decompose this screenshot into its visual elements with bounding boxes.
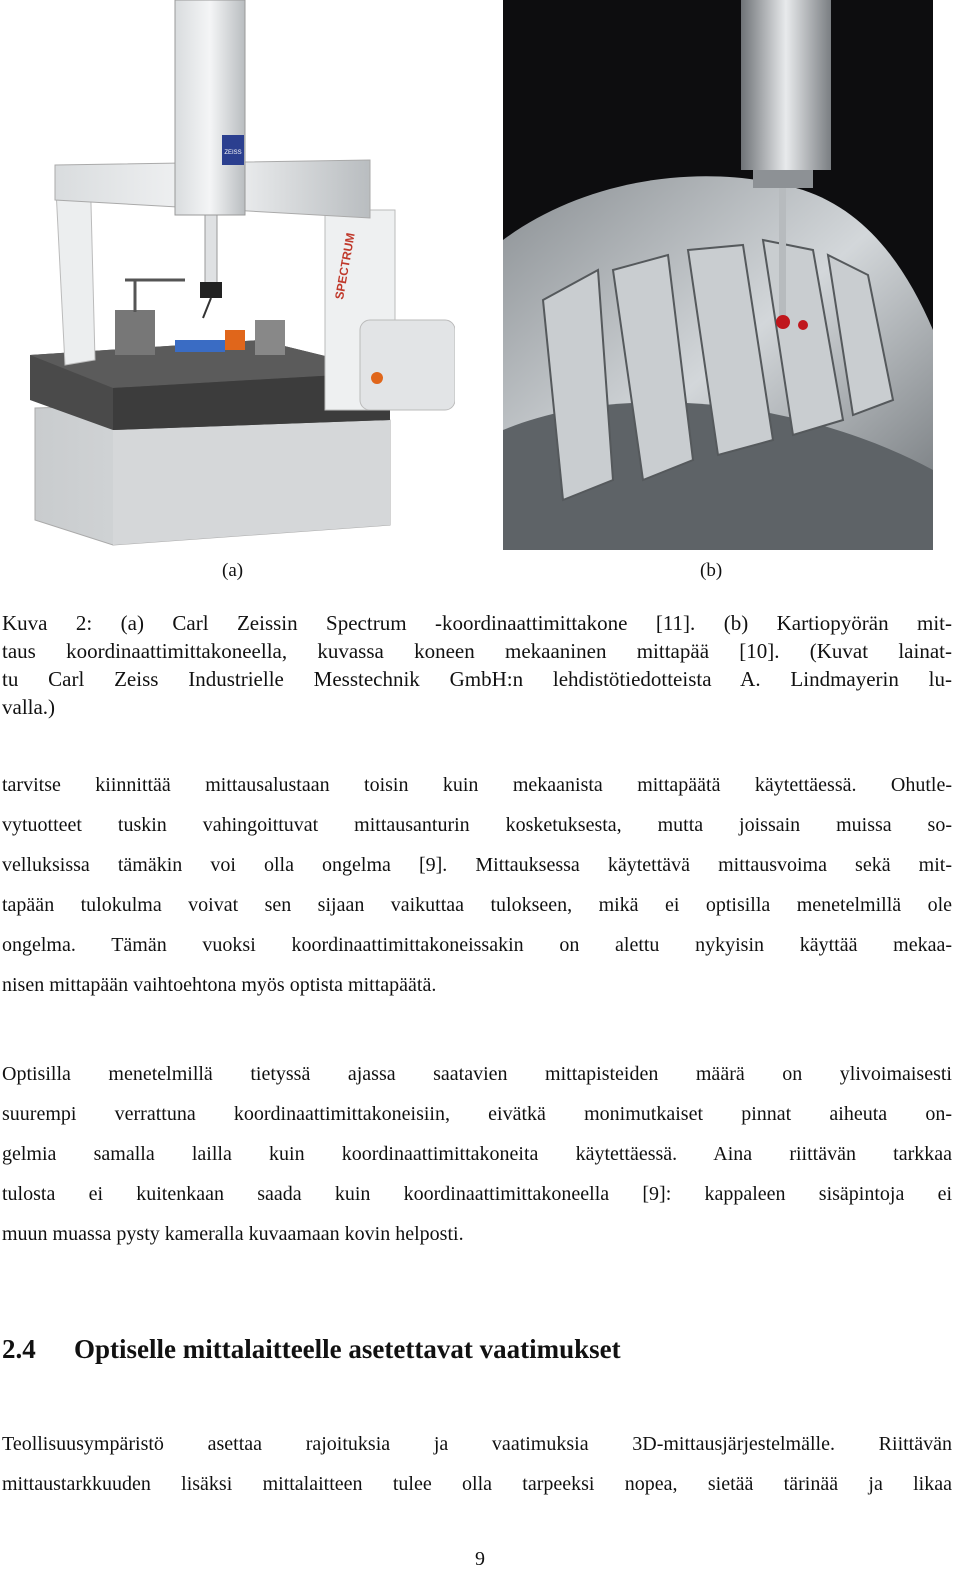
text-line: vytuotteet tuskin vahingoittuvat mittausanturin kosketuksesta, mutta joissain muissa so- bbox=[2, 814, 952, 836]
section-number: 2.4 bbox=[2, 1334, 36, 1364]
text-line: nisen mittapään vaihtoehtona myös optista mittapäätä. bbox=[2, 974, 437, 996]
caption-line: taus koordinaattimittakoneella, kuvassa koneen mekaaninen mittapää [10]. (Kuvat lainat- bbox=[2, 639, 952, 663]
section-heading bbox=[2, 1332, 621, 1366]
caption-line: tu Carl Zeiss Industrielle Messtechnik GmbH:n lehdistötiedotteista A. Lindmayerin lu- bbox=[2, 667, 952, 691]
paragraph-2 bbox=[2, 1054, 952, 1254]
figure-b-gear-probe-image bbox=[503, 0, 933, 550]
text-line: suurempi verrattuna koordinaattimittakoneisiin, eivätkä monimutkaiset pinnat aiheuta on- bbox=[2, 1103, 952, 1125]
text-line: mittaustarkkuuden lisäksi mittalaitteen tulee olla tarpeeksi nopea, sietää tärinää ja likaa bbox=[2, 1473, 952, 1495]
text-line: velluksissa tämäkin voi olla ongelma [9]. Mittauksessa käytettävä mittausvoima sekä mit- bbox=[2, 854, 952, 876]
text-line: tapään tulokulma voivat sen sijaan vaikuttaa tulokseen, mikä ei optisilla menetelmillä ole bbox=[2, 894, 952, 916]
text-line: gelmia samalla lailla kuin koordinaattimittakoneita käytettäessä. Aina riittävän tarkkaa bbox=[2, 1143, 952, 1165]
subfigure-label-a: (a) bbox=[222, 560, 244, 581]
zeiss-logo-text: ZEISS bbox=[224, 150, 242, 156]
subfigure-label-b: (b) bbox=[700, 560, 723, 581]
figure-caption bbox=[2, 609, 952, 721]
page-number: 9 bbox=[475, 1548, 485, 1570]
figure-a-cmm-image bbox=[25, 0, 455, 550]
paragraph-1 bbox=[2, 765, 952, 1005]
caption-line: valla.) bbox=[2, 695, 56, 719]
text-line: muun muassa pysty kameralla kuvaamaan kovin helposti. bbox=[2, 1223, 464, 1245]
text-line: ongelma. Tämän vuoksi koordinaattimittakoneissakin on alettu nykyisin käyttää mekaa- bbox=[2, 934, 952, 956]
text-line: Teollisuusympäristö asettaa rajoituksia ja vaatimuksia 3D-mittausjärjestelmälle. Riittävän bbox=[2, 1433, 952, 1455]
text-line: tulosta ei kuitenkaan saada kuin koordinaattimittakoneella [9]: kappaleen sisäpintoja ei bbox=[2, 1183, 952, 1205]
text-line: tarvitse kiinnittää mittausalustaan toisin kuin mekaanista mittapäätä käytettäessä. Ohutle- bbox=[2, 774, 952, 796]
paragraph-3 bbox=[2, 1424, 952, 1504]
text-line: Optisilla menetelmillä tietyssä ajassa saatavien mittapisteiden määrä on ylivoimaisesti bbox=[2, 1063, 952, 1085]
section-title: Optiselle mittalaitteelle asetettavat vaatimukset bbox=[74, 1334, 621, 1364]
spectrum-label: SPECTRUM bbox=[332, 231, 358, 301]
caption-line: Kuva 2: (a) Carl Zeissin Spectrum -koordinaattimittakone [11]. (b) Kartiopyörän mit- bbox=[2, 611, 952, 635]
